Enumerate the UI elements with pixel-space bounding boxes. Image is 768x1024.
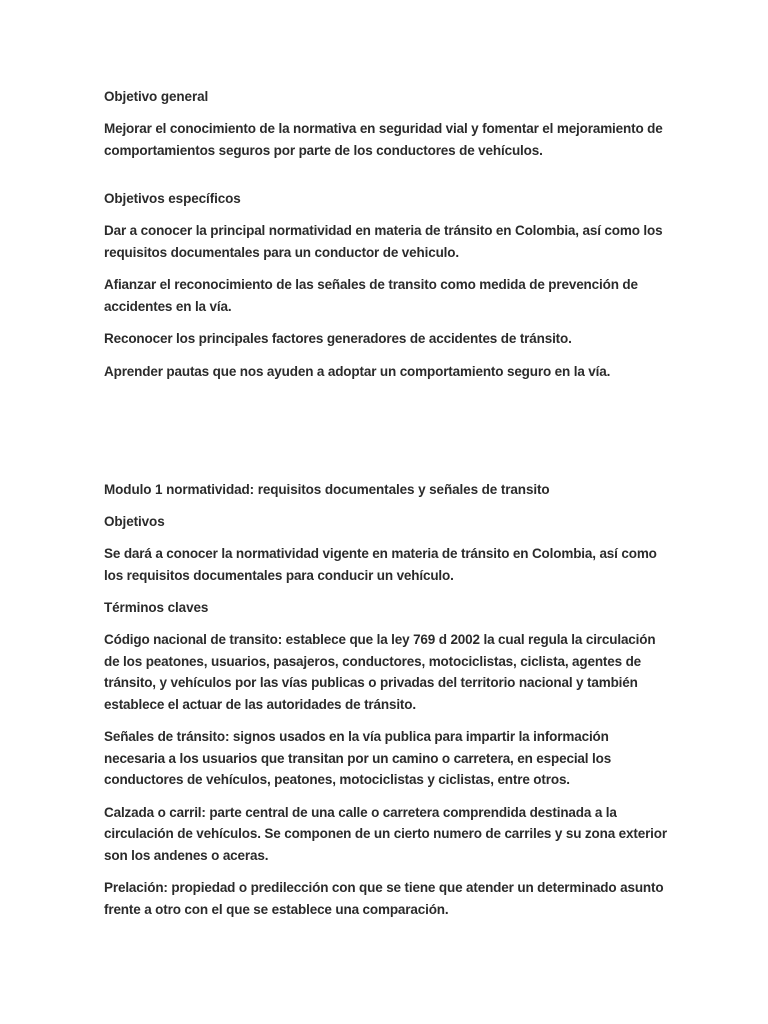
heading-objetivos-especificos: Objetivos específicos xyxy=(104,191,241,206)
paragraph-termino-senales-de-transito: Señales de tránsito: signos usados en la vía publica para impartir la información necesaria a los usuarios que transitan por un camino o carretera, en especial los conductores de vehículos, peatones, motociclistas y ciclistas, entre otros. xyxy=(104,729,612,787)
document-body xyxy=(104,86,670,931)
paragraph-termino-codigo-nacional-de-transito: Código nacional de transito: establece que la ley 769 d 2002 la cual regula la circulación de los peatones, usuarios, pasajeros, conductores, motociclistas, ciclista, agentes de tránsito, y vehículos por las vías publicas o privadas del territorio nacional y también establece el actuar de las autoridades de tránsito. xyxy=(104,632,656,712)
paragraph-objetivo-especifico-3: Reconocer los principales factores generadores de accidentes de tránsito. xyxy=(104,331,572,346)
paragraph-termino-calzada-o-carril: Calzada o carril: parte central de una calle o carretera comprendida destinada a la circulación de vehículos. Se componen de un cierto numero de carriles y su zona exterior son los andenes o aceras. xyxy=(104,804,667,863)
heading-terminos-claves: Términos claves xyxy=(104,600,209,615)
paragraph-objetivo-especifico-1: Dar a conocer la principal normatividad en materia de tránsito en Colombia, así como los requisitos documentales para un conductor de vehiculo. xyxy=(104,223,663,260)
section-gap xyxy=(104,393,670,479)
heading-modulo-1-objetivos: Objetivos xyxy=(104,514,165,529)
heading-objetivo-general: Objetivo general xyxy=(104,89,209,104)
paragraph-objetivo-especifico-2: Afianzar el reconocimiento de las señales de transito como medida de prevención de accidentes en la vía. xyxy=(104,277,638,314)
paragraph-objetivo-general: Mejorar el conocimiento de la normativa en seguridad vial y fomentar el mejoramiento de comportamientos seguros por parte de los conductores de vehículos. xyxy=(104,121,663,158)
paragraph-objetivo-especifico-4: Aprender pautas que nos ayuden a adoptar un comportamiento seguro en la vía. xyxy=(104,363,611,379)
heading-modulo-1: Modulo 1 normatividad: requisitos documentales y señales de transito xyxy=(104,482,550,497)
paragraph-modulo-1-objetivos: Se dará a conocer la normatividad vigente en materia de tránsito en Colombia, así como los requisitos documentales para conducir un vehículo. xyxy=(104,546,657,583)
spacer-intro xyxy=(104,172,670,188)
paragraph-termino-prelacion: Prelación: propiedad o predilección con que se tiene que atender un determinado asunto frente a otro con el que se establece una comparación. xyxy=(104,880,664,917)
